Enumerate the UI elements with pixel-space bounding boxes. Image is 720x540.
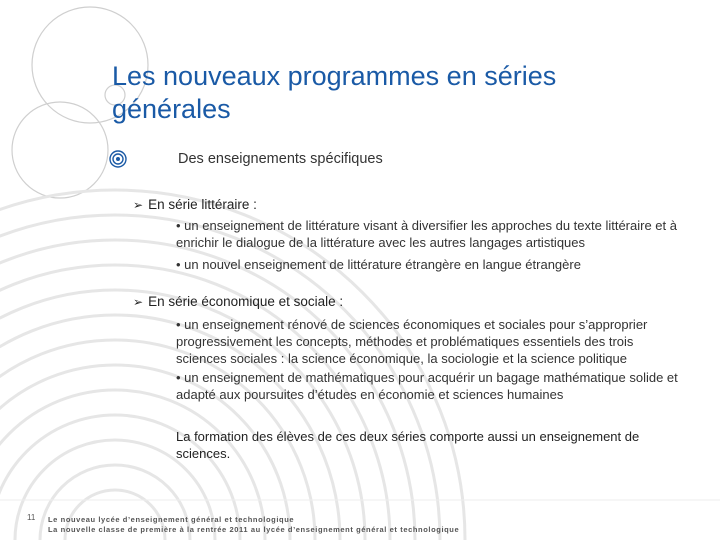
- arrow-bullet-icon: ➢: [133, 198, 144, 212]
- footer-line-2: La nouvelle classe de première à la rentrée 2011 au lycée d’enseignement général et technologique: [48, 525, 460, 534]
- list-item: • un enseignement de littérature visant à diversifier les approches du texte littéraire et à enrichir le dialogue de la littérature avec les autres langages artistiques: [176, 218, 677, 250]
- section-heading-economique: [133, 294, 343, 309]
- conclusion-text: La formation des élèves de ces deux séries comporte aussi un enseignement de sciences.: [176, 429, 640, 461]
- concentric-circle-icon: [109, 150, 127, 168]
- footer-line-1: Le nouveau lycée d’enseignement général et technologique: [48, 515, 295, 524]
- page-number: 11: [27, 513, 36, 522]
- section-heading-label: En série économique et sociale :: [148, 294, 344, 309]
- slide-subtitle: Des enseignements spécifiques: [178, 151, 383, 167]
- section-heading-label: En série littéraire :: [148, 197, 257, 212]
- arrow-bullet-icon: ➢: [133, 295, 144, 309]
- section-heading-litteraire: [133, 197, 257, 212]
- list-item: • un enseignement de mathématiques pour acquérir un bagage mathématique solide et adapté aux poursuites d’études en économie et sciences humaines: [176, 370, 678, 402]
- list-item: • un nouvel enseignement de littérature étrangère en langue étrangère: [176, 257, 581, 272]
- list-item: • un enseignement rénové de sciences économiques et sociales pour s’approprier progressivement les concepts, méthodes et problématiques essentiels des trois sciences sociales : la science économique, la sociologie et la science politique: [176, 317, 648, 366]
- slide-title: Les nouveaux programmes en séries générales: [112, 61, 557, 124]
